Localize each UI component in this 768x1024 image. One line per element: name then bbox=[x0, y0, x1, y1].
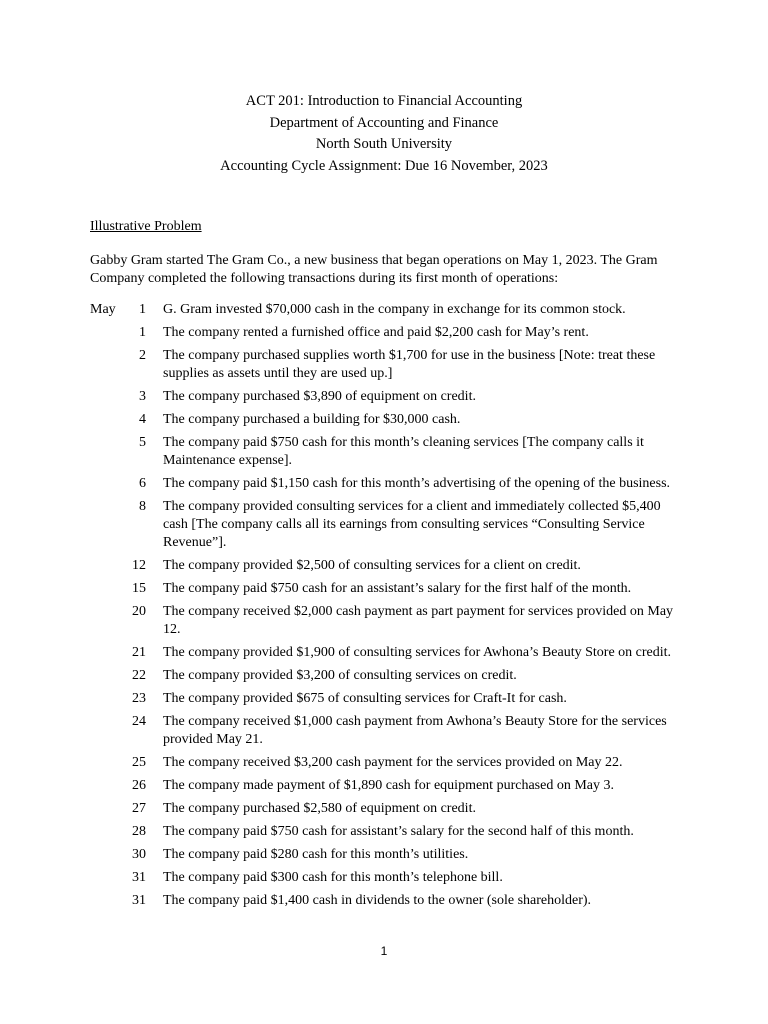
transaction-description: The company provided $1,900 of consulting services for Awhona’s Beauty Store on credit. bbox=[163, 645, 672, 660]
transaction-day: 1 bbox=[139, 302, 146, 317]
transaction-description: The company received $2,000 cash payment as part payment for services provided on May 12. bbox=[163, 604, 674, 637]
transaction-day: 28 bbox=[132, 824, 146, 839]
transaction-description: The company provided $3,200 of consulting services on credit. bbox=[163, 668, 517, 683]
transaction-month bbox=[90, 347, 126, 383]
transaction-day: 8 bbox=[139, 499, 146, 514]
transaction-row bbox=[90, 347, 680, 383]
transaction-row bbox=[90, 388, 680, 406]
transaction-description: The company paid $1,400 cash in dividends to the owner (sole shareholder). bbox=[163, 893, 592, 908]
transaction-description: The company paid $750 cash for assistant’s salary for the second half of this month. bbox=[163, 824, 634, 839]
transaction-row bbox=[90, 869, 680, 887]
transaction-month bbox=[90, 580, 126, 598]
transaction-day: 1 bbox=[139, 325, 146, 340]
university-name: North South University bbox=[315, 136, 453, 152]
transaction-day: 4 bbox=[139, 412, 146, 427]
transaction-description: The company paid $1,150 cash for this month’s advertising of the opening of the business. bbox=[163, 476, 671, 491]
transaction-description: The company purchased a building for $30,000 cash. bbox=[163, 412, 461, 427]
transaction-month bbox=[90, 434, 126, 470]
transaction-description: The company purchased $3,890 of equipment on credit. bbox=[163, 389, 476, 404]
transaction-day: 30 bbox=[132, 847, 146, 862]
transaction-description: The company received $1,000 cash payment from Awhona’s Beauty Store for the services provided May 21. bbox=[163, 714, 667, 747]
transaction-row bbox=[90, 498, 680, 552]
transaction-description: The company received $3,200 cash payment for the services provided on May 22. bbox=[163, 755, 623, 770]
transaction-row bbox=[90, 667, 680, 685]
transaction-month bbox=[90, 324, 126, 342]
transaction-row bbox=[90, 324, 680, 342]
transaction-description: The company provided $2,500 of consulting services for a client on credit. bbox=[163, 558, 581, 573]
transaction-month bbox=[90, 603, 126, 639]
transaction-day: 20 bbox=[132, 604, 146, 619]
transaction-day: 31 bbox=[132, 870, 146, 885]
transaction-day: 26 bbox=[132, 778, 146, 793]
transaction-month bbox=[90, 690, 126, 708]
transaction-month bbox=[90, 644, 126, 662]
transaction-month bbox=[90, 869, 126, 887]
transaction-month bbox=[90, 754, 126, 772]
transaction-day: 27 bbox=[132, 801, 146, 816]
transaction-row bbox=[90, 434, 680, 470]
document-header bbox=[0, 91, 768, 177]
transaction-row bbox=[90, 800, 680, 818]
transaction-description: The company made payment of $1,890 cash for equipment purchased on May 3. bbox=[163, 778, 614, 793]
transaction-description: The company paid $750 cash for this month’s cleaning services [The company calls it Maintenance expense]. bbox=[163, 435, 644, 468]
section-title: Illustrative Problem bbox=[90, 219, 202, 234]
transaction-description: The company provided $675 of consulting services for Craft-It for cash. bbox=[163, 691, 567, 706]
transaction-day: 2 bbox=[139, 348, 146, 363]
transaction-day: 6 bbox=[139, 476, 146, 491]
transaction-month: May bbox=[90, 302, 116, 317]
transaction-row bbox=[90, 754, 680, 772]
transaction-day: 5 bbox=[139, 435, 146, 450]
transaction-row bbox=[90, 823, 680, 841]
transaction-row bbox=[90, 644, 680, 662]
transaction-description: The company provided consulting services for a client and immediately collected $5,400 cash [The company calls all its earnings from consulting services “Consulting Service Revenue”]. bbox=[163, 499, 661, 550]
transaction-month bbox=[90, 823, 126, 841]
transaction-row bbox=[90, 411, 680, 429]
transaction-month bbox=[90, 777, 126, 795]
transaction-row bbox=[90, 777, 680, 795]
transaction-description: G. Gram invested $70,000 cash in the company in exchange for its common stock. bbox=[163, 302, 626, 317]
transaction-month bbox=[90, 667, 126, 685]
course-title: ACT 201: Introduction to Financial Accounting bbox=[245, 93, 523, 109]
transaction-description: The company paid $280 cash for this month’s utilities. bbox=[163, 847, 469, 862]
transaction-day: 24 bbox=[132, 714, 146, 729]
transaction-day: 12 bbox=[132, 558, 146, 573]
assignment-title: Accounting Cycle Assignment: Due 16 November, 2023 bbox=[220, 157, 548, 174]
transaction-day: 31 bbox=[132, 893, 146, 908]
transaction-month bbox=[90, 800, 126, 818]
page-number: 1 bbox=[380, 944, 388, 958]
transaction-row bbox=[90, 580, 680, 598]
transaction-month bbox=[90, 892, 126, 910]
transaction-day: 21 bbox=[132, 645, 146, 660]
transaction-row bbox=[90, 301, 680, 319]
transaction-month bbox=[90, 411, 126, 429]
transaction-description: The company paid $300 cash for this month’s telephone bill. bbox=[163, 870, 503, 885]
transaction-day: 22 bbox=[132, 668, 146, 683]
transaction-month bbox=[90, 557, 126, 575]
transaction-description: The company purchased $2,580 of equipment on credit. bbox=[163, 801, 476, 816]
transaction-day: 3 bbox=[139, 389, 146, 404]
transaction-description: The company purchased supplies worth $1,700 for use in the business [Note: treat these supplies as assets until they are used up.] bbox=[163, 348, 656, 381]
transaction-month bbox=[90, 388, 126, 406]
transaction-day: 15 bbox=[132, 581, 146, 596]
transaction-day: 23 bbox=[132, 691, 146, 706]
transaction-row bbox=[90, 713, 680, 749]
department-name: Department of Accounting and Finance bbox=[269, 114, 499, 131]
transaction-row bbox=[90, 475, 680, 493]
transaction-row bbox=[90, 892, 680, 910]
transaction-list bbox=[90, 301, 680, 915]
transaction-month bbox=[90, 498, 126, 552]
transaction-month bbox=[90, 475, 126, 493]
transaction-row bbox=[90, 846, 680, 864]
transaction-month bbox=[90, 713, 126, 749]
transaction-month bbox=[90, 846, 126, 864]
intro-paragraph: Gabby Gram started The Gram Co., a new business that began operations on May 1, 2023. The Gram Company completed the following transactions during its first month of operations: bbox=[90, 253, 658, 286]
transaction-row bbox=[90, 557, 680, 575]
transaction-row bbox=[90, 690, 680, 708]
transaction-day: 25 bbox=[132, 755, 146, 770]
transaction-row bbox=[90, 603, 680, 639]
transaction-description: The company rented a furnished office and paid $2,200 cash for May’s rent. bbox=[163, 325, 589, 340]
transaction-description: The company paid $750 cash for an assistant’s salary for the first half of the month. bbox=[163, 581, 632, 596]
